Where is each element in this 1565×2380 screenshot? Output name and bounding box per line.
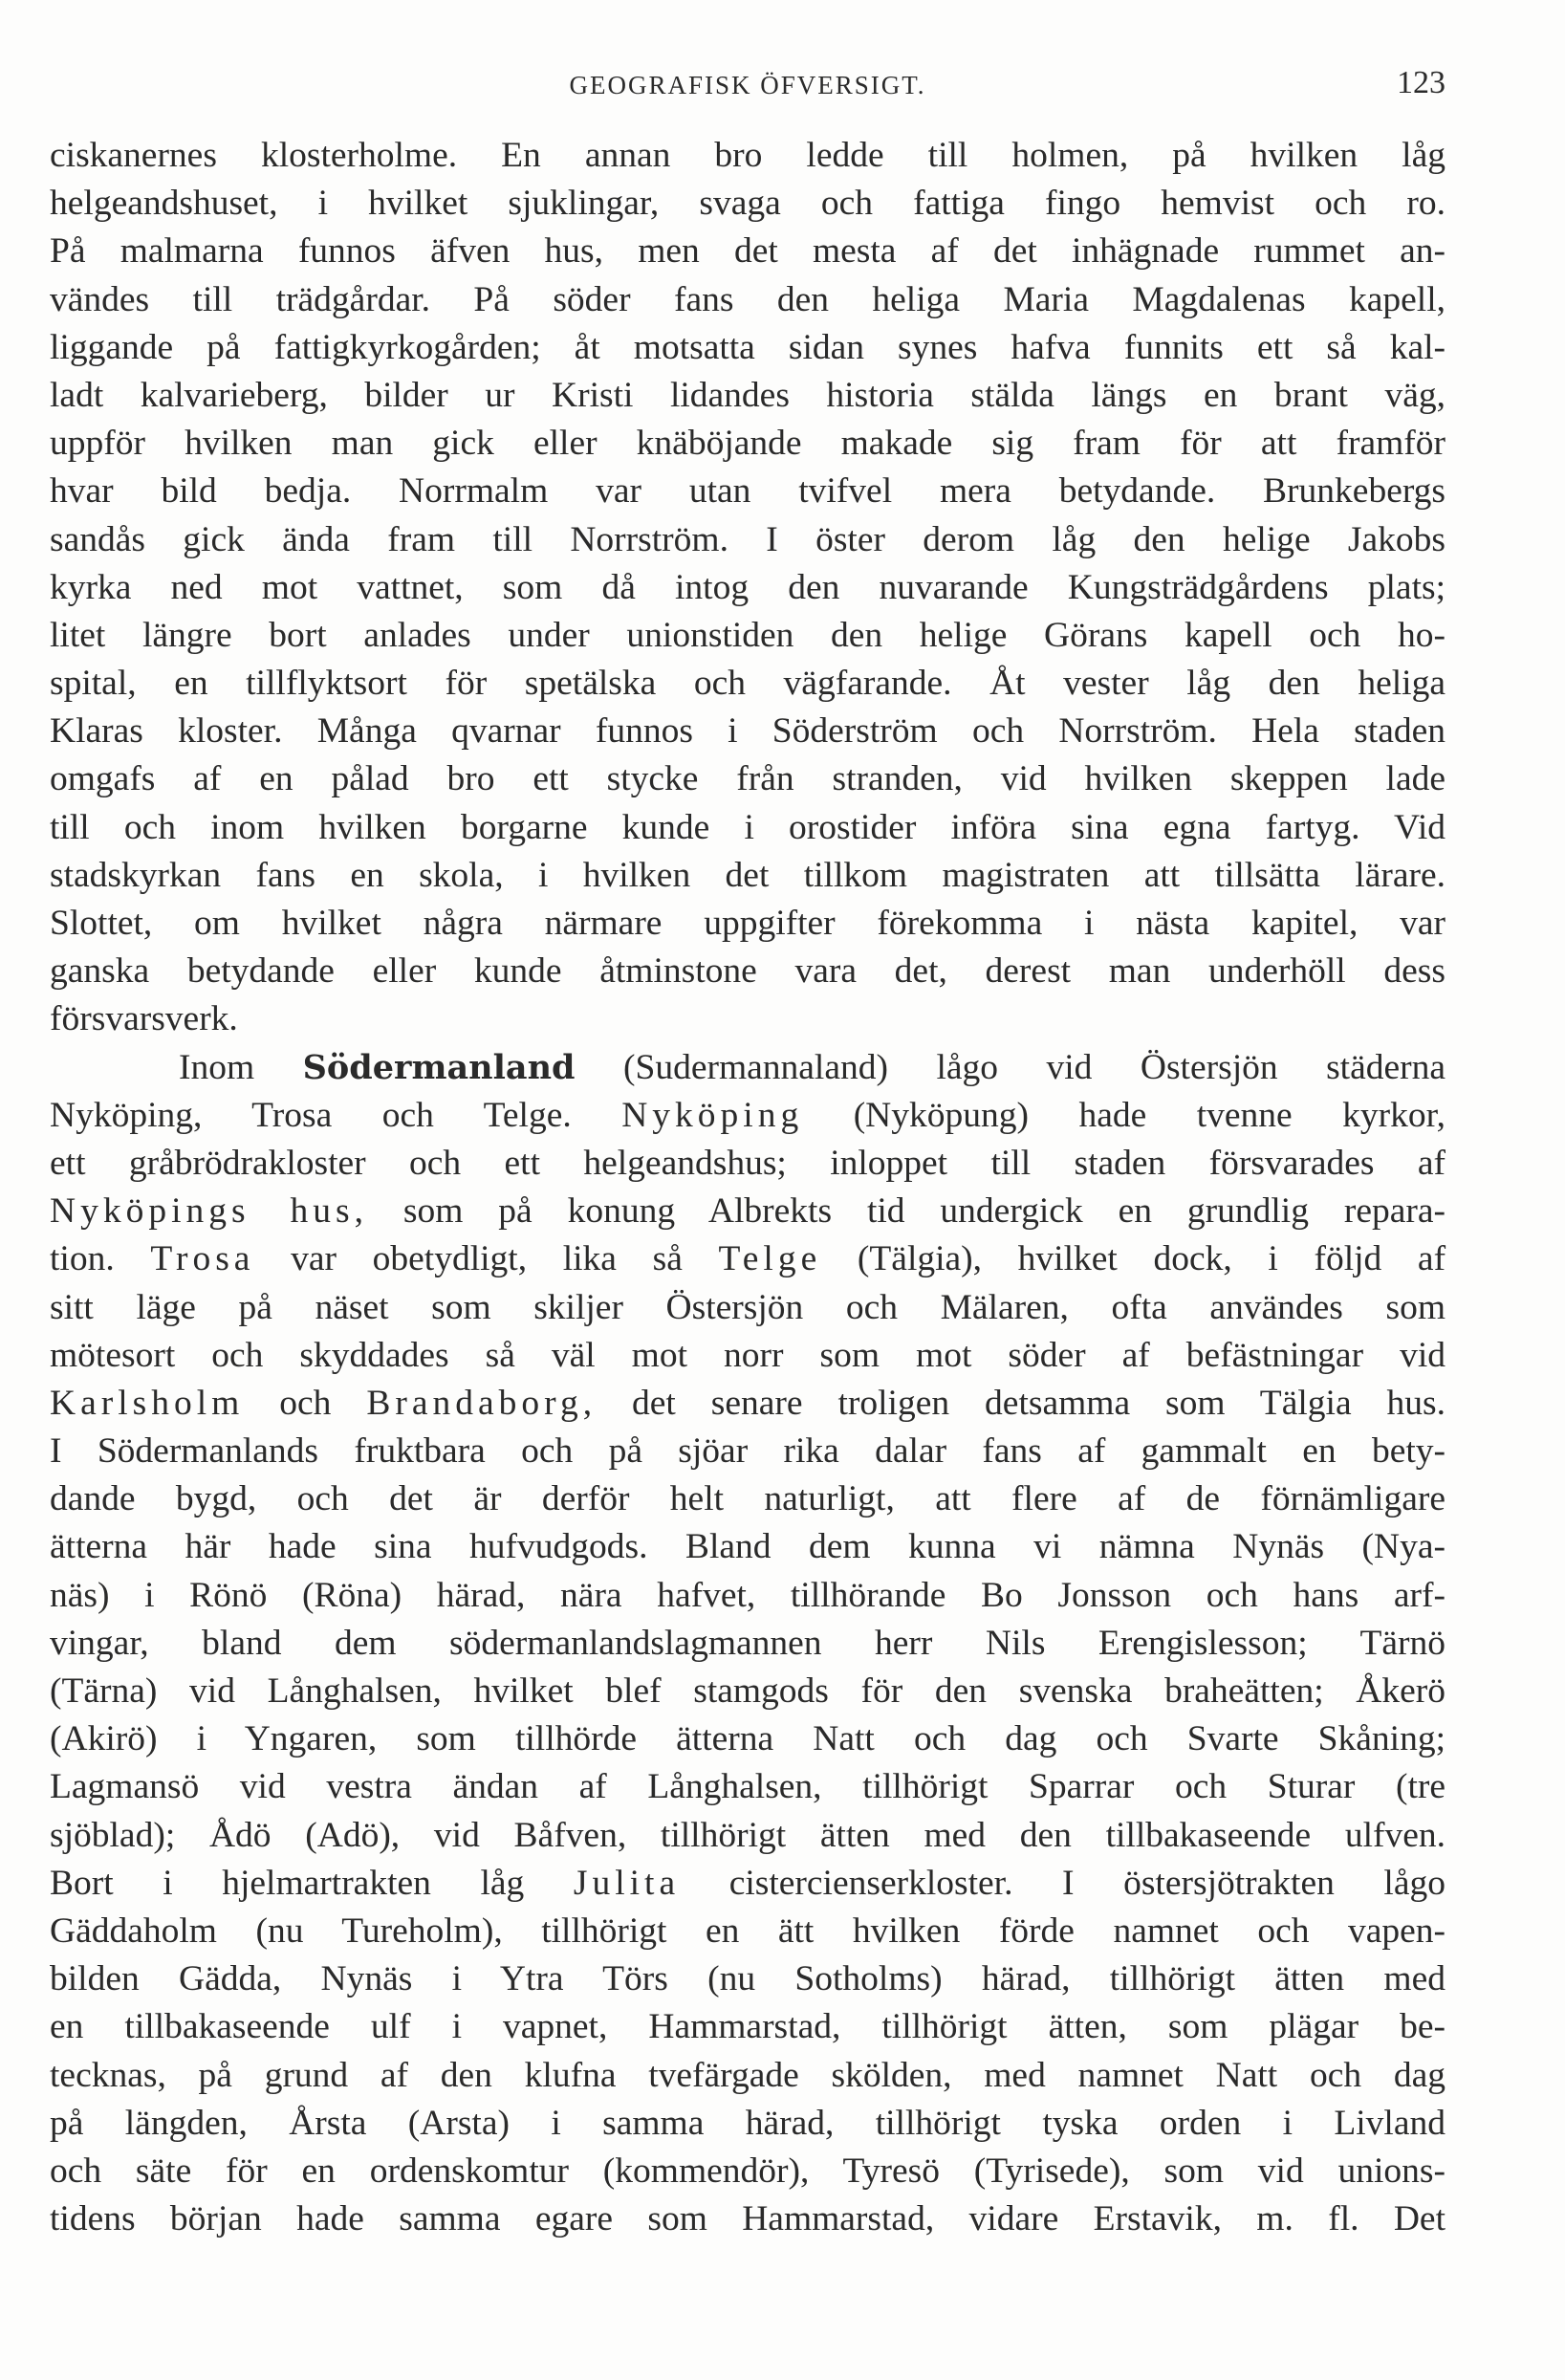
text-line: helgeandshuset, i hvilket sjuklingar, svaga och fattiga fingo hemvist och ro. (50, 184, 1445, 224)
text-line (50, 1860, 1445, 1908)
text-line: uppför hvilken man gick eller knäböjande makade sig fram för att framför (50, 424, 1445, 464)
text-line: till och inom hvilken borgarne kunde i orostider införa sina egna fartyg. Vid (50, 807, 1445, 847)
spaced-name: Telge (718, 1239, 822, 1279)
text-line: sandås gick ända fram till Norrström. I öster derom låg den helige Jakobs (50, 519, 1445, 559)
text-span: och (279, 1383, 332, 1423)
text-line: näs) i Rönö (Röna) härad, nära hafvet, tillhörande Bo Jonsson och hans arf- (50, 1575, 1445, 1615)
text-line: en tillbakaseende ulf i vapnet, Hammarstad, tillhörigt ätten, som plägar be- (50, 2007, 1445, 2047)
text-span: Bort i hjelmartrakten låg (50, 1863, 525, 1903)
text-line: tidens början hade samma egare som Hammarstad, vidare Erstavik, m. fl. Det (50, 2199, 1445, 2239)
text-line: ladt kalvarieberg, bilder ur Kristi lidandes historia stälda längs en brant väg, (50, 375, 1445, 415)
text-line: vingar, bland dem södermanlandslagmannen herr Nils Erengislesson; Tärnö (50, 1623, 1445, 1663)
text-span: Inom (179, 1047, 255, 1087)
spaced-name: Nyköping (621, 1095, 804, 1135)
text-line: försvarsverk. (50, 999, 238, 1039)
text-line: ätterna här hade sina hufvudgods. Bland dem kunna vi nämna Nynäs (Nya- (50, 1527, 1445, 1567)
page-header (50, 65, 1445, 113)
text-line: vändes till trädgårdar. På söder fans den heliga Maria Magdalenas kapell, (50, 279, 1445, 319)
text-line: stadskyrkan fans en skola, i hvilken det tillkom magistraten att tillsätta lärare. (50, 855, 1445, 895)
text-span: cistercienserkloster. I östersjötrakten lågo (728, 1863, 1445, 1903)
text-span: (Sudermannaland) lågo vid Östersjön städerna (623, 1047, 1446, 1087)
text-line: mötesort och skyddades så väl mot norr som mot söder af befästningar vid (50, 1335, 1445, 1375)
text-line: (Akirö) i Yngaren, som tillhörde ätterna Natt och dag och Svarte Skåning; (50, 1719, 1445, 1759)
page-number: 123 (1397, 65, 1445, 100)
text-line: På malmarna funnos äfven hus, men det mesta af det inhägnade rummet an- (50, 231, 1445, 272)
text-span: det senare troligen detsamma som Tälgia hus. (632, 1383, 1445, 1423)
spaced-name: Julita (573, 1863, 681, 1903)
text-line: Slottet, om hvilket några närmare uppgifter förekomma i nästa kapitel, var (50, 904, 1445, 943)
running-head: GEOGRAFISK ÖFVERSIGT. (569, 71, 926, 99)
text-line: bilden Gädda, Nynäs i Ytra Törs (nu Sotholms) härad, tillhörigt ätten med (50, 1959, 1445, 1999)
text-span: (Nyköpung) hade tvenne kyrkor, (853, 1095, 1445, 1135)
text-line: litet längre bort anlades under unionstiden den helige Görans kapell och ho- (50, 615, 1445, 655)
text-line: liggande på fattigkyrkogården; åt motsatta sidan synes hafva funnits ett så kal- (50, 327, 1445, 367)
text-line: tecknas, på grund af den klufna tvefärgade skölden, med namnet Natt och dag (50, 2055, 1445, 2095)
text-line: ciskanernes klosterholme. En annan bro ledde till holmen, på hvilken låg (50, 136, 1445, 175)
text-line (50, 1380, 1445, 1428)
text-line (50, 1188, 1445, 1235)
region-heading: Södermanland (302, 1047, 576, 1087)
text-line: sjöblad); Ådö (Adö), vid Båfven, tillhörigt ätten med den tillbakaseende ulfven. (50, 1815, 1445, 1855)
text-line: sitt läge på näset som skiljer Östersjön och Mälaren, ofta användes som (50, 1287, 1445, 1327)
text-line: Lagmansö vid vestra ändan af Långhalsen, tillhörigt Sparrar och Sturar (tre (50, 1767, 1445, 1807)
body-text (50, 132, 1445, 2243)
text-span: (Tälgia), hvilket dock, i följd af (857, 1239, 1446, 1279)
spaced-name: Karlsholm (50, 1383, 245, 1423)
text-line: dande bygd, och det är derför helt naturligt, att flere af de förnämligare (50, 1479, 1445, 1519)
text-line: (Tärna) vid Långhalsen, hvilket blef stamgods för den svenska braheätten; Åkerö (50, 1671, 1445, 1711)
text-line: spital, en tillflyktsort för spetälska och vägfarande. Åt vester låg den heliga (50, 664, 1445, 704)
text-line: hvar bild bedja. Norrmalm var utan tvifvel mera betydande. Brunkebergs (50, 471, 1445, 512)
text-line (50, 1044, 1445, 1092)
text-line: Klaras kloster. Många qvarnar funnos i Söderström och Norrström. Hela staden (50, 711, 1445, 752)
text-span: som på konung Albrekts tid undergick en grundlig repara- (402, 1191, 1446, 1232)
text-span: Nyköping, Trosa och Telge. (50, 1095, 572, 1135)
text-line: ganska betydande eller kunde åtminstone vara det, derest man underhöll dess (50, 951, 1445, 992)
text-line: Gäddaholm (nu Tureholm), tillhörigt en ätt hvilken förde namnet och vapen- (50, 1911, 1445, 1951)
text-line: kyrka ned mot vattnet, som då intog den nuvarande Kungsträdgårdens plats; (50, 567, 1445, 607)
text-line: på längden, Årsta (Arsta) i samma härad, tillhörigt tyska orden i Livland (50, 2103, 1445, 2143)
text-span: var obetydligt, lika så (291, 1239, 683, 1279)
spaced-name: Brandaborg, (366, 1383, 598, 1423)
text-line (50, 1235, 1445, 1283)
spaced-name: Nyköpings hus, (50, 1191, 368, 1232)
text-line: ett gråbrödrakloster och ett helgeandshus; inloppet till staden försvarades af (50, 1143, 1445, 1183)
text-span: tion. (50, 1239, 115, 1279)
text-line: och säte för en ordenskomtur (kommendör), Tyresö (Tyrisede), som vid unions- (50, 2151, 1445, 2191)
text-line (50, 1092, 1445, 1140)
text-line: I Södermanlands fruktbara och på sjöar rika dalar fans af gammalt en bety- (50, 1431, 1445, 1472)
spaced-name: Trosa (150, 1239, 255, 1279)
text-line: omgafs af en pålad bro ett stycke från stranden, vid hvilken skeppen lade (50, 759, 1445, 799)
